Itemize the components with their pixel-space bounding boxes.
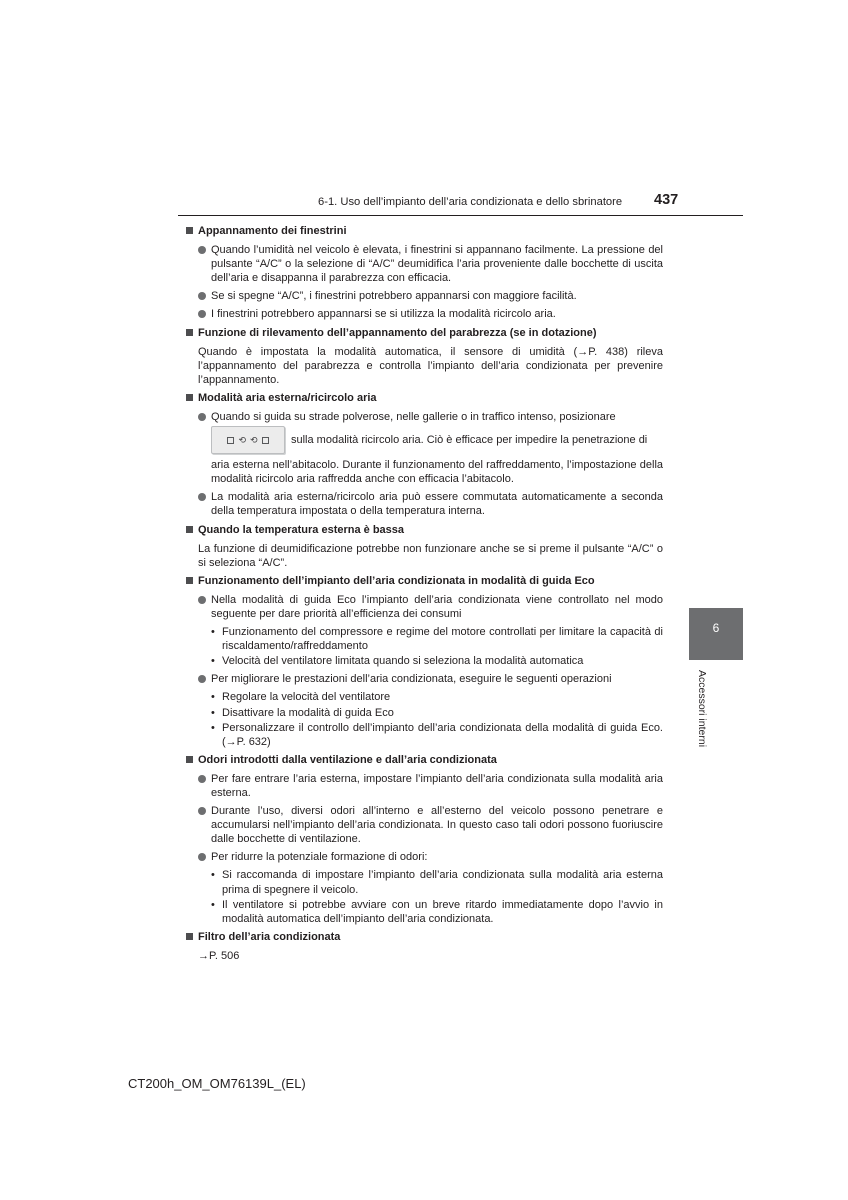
indicator-icon (262, 437, 269, 444)
header-divider (178, 215, 743, 216)
bullet-item: Quando l’umidità nel veicolo è elevata, i finestrini si appannano facilmente. La pressione del pulsante “A/C” o la selezione di “A/C” deumidifica l’aria proveniente dalle bocchette di uscita dell’aria e disappanna il parabrezza con efficacia. (186, 243, 663, 285)
indicator-icon (227, 437, 234, 444)
sub-item: • Il ventilatore si potrebbe avviare con un breve ritardo immediatamente dopo l’avvio in modalità automatica dell’impianto dell’aria condizionata. (211, 898, 663, 925)
square-bullet-icon (186, 227, 193, 234)
sub-item: • Personalizzare il controllo dell’impianto dell’aria condizionata della modalità di guida Eco. (→P. 632) (211, 721, 663, 748)
chapter-tab (689, 608, 743, 660)
square-bullet-icon (186, 526, 193, 533)
chapter-number: 6 (712, 621, 720, 635)
section-heading: Funzionamento dell’impianto dell’aria condizionata in modalità di guida Eco (186, 574, 663, 588)
round-bullet-icon (198, 775, 206, 783)
sub-item: • Disattivare la modalità di guida Eco (211, 706, 394, 719)
sub-item: • Si raccomanda di impostare l’impianto dell’aria condizionata sulla modalità aria esterna prima di spegnere il veicolo. (211, 869, 663, 896)
page-content (186, 224, 663, 963)
bullet-item: Quando si guida su strade polverose, nelle gallerie o in traffico intenso, posizionare (186, 410, 663, 424)
round-bullet-icon (198, 596, 206, 604)
round-bullet-icon (198, 853, 206, 861)
recirculation-icon: ⟲ (238, 435, 246, 446)
section-heading: Odori introdotti dalla ventilazione e dall’aria condizionata (186, 753, 663, 767)
bullet-item: Durante l’uso, diversi odori all’interno e all’esterno del veicolo possono penetrare e accumularsi nell’impianto dell’aria condizionata. In questo caso tali odori possono fuoriuscire dalle bocchette di ventilazione. (186, 804, 663, 846)
round-bullet-icon (198, 246, 206, 254)
square-bullet-icon (186, 756, 193, 763)
car-air-icon: ⟲ (250, 435, 258, 446)
square-bullet-icon (186, 394, 193, 401)
bullet-item: La modalità aria esterna/ricircolo aria può essere commutata automaticamente a seconda della temperatura impostata o della temperatura interna. (186, 490, 663, 518)
bullet-continuation: aria esterna nell’abitacolo. Durante il funzionamento del raffreddamento, l’impostazione della modalità ricircolo aria raffredda anche con efficacia l’abitacolo. (211, 459, 663, 486)
bullet-item: Per fare entrare l’aria esterna, impostare l’impianto dell’aria condizionata sulla modalità aria esterna. (186, 772, 663, 800)
bullet-item: Nella modalità di guida Eco l’impianto dell’aria condizionata viene controllato nel modo seguente per dare priorità all’efficienza dei consumi (186, 593, 663, 621)
sub-item: • Regolare la velocità del ventilatore (211, 691, 391, 704)
square-bullet-icon (186, 329, 193, 336)
round-bullet-icon (198, 493, 206, 501)
section-title: 6-1. Uso dell’impianto dell’aria condizionata e dello sbrinatore (318, 196, 623, 208)
square-bullet-icon (186, 933, 193, 940)
button-illustration-line: ⟲ ⟲ sulla modalità ricircolo aria. Ciò è efficace per impedire la penetrazione di (186, 424, 663, 456)
sub-item: • Funzionamento del compressore e regime del motore controllati per limitare la capacità di riscaldamento/raffreddamento (211, 626, 663, 653)
round-bullet-icon (198, 413, 206, 421)
section-heading: Quando la temperatura esterna è bassa (186, 523, 663, 537)
bullet-item: I finestrini potrebbero appannarsi se si utilizza la modalità ricircolo aria. (186, 307, 663, 321)
bullet-item: Per migliorare le prestazioni dell’aria condizionata, eseguire le seguenti operazioni (186, 672, 663, 686)
page-reference: →P. 506 (198, 949, 240, 962)
section-heading: Funzione di rilevamento dell’appannamento del parabrezza (se in dotazione) (186, 326, 663, 340)
sub-item: • Velocità del ventilatore limitata quando si seleziona la modalità automatica (211, 655, 584, 668)
document-code: CT200h_OM_OM76139L_(EL) (128, 1076, 306, 1091)
bullet-item: Per ridurre la potenziale formazione di odori: (186, 850, 663, 864)
square-bullet-icon (186, 577, 193, 584)
section-heading: Modalità aria esterna/ricircolo aria (186, 391, 663, 405)
recirculation-button-image (211, 426, 285, 454)
paragraph: La funzione di deumidificazione potrebbe non funzionare anche se si preme il pulsante “A/C” o si seleziona “A/C”. (198, 542, 663, 569)
chapter-label (696, 670, 710, 760)
section-heading: Filtro dell’aria condizionata (186, 930, 663, 944)
paragraph: Quando è impostata la modalità automatica, il sensore di umidità (→P. 438) rileva l’appannamento del parabrezza e controlla l’impianto dell’aria condizionata per prevenire l’appannamento. (198, 345, 663, 386)
chapter-label-text: Accessori interni (696, 670, 708, 748)
round-bullet-icon (198, 310, 206, 318)
section-heading: Appannamento dei finestrini (186, 224, 663, 238)
round-bullet-icon (198, 675, 206, 683)
round-bullet-icon (198, 807, 206, 815)
page-header (0, 190, 848, 220)
bullet-item: Se si spegne “A/C”, i finestrini potrebbero appannarsi con maggiore facilità. (186, 289, 663, 303)
page-number: 437 (654, 192, 679, 208)
round-bullet-icon (198, 292, 206, 300)
